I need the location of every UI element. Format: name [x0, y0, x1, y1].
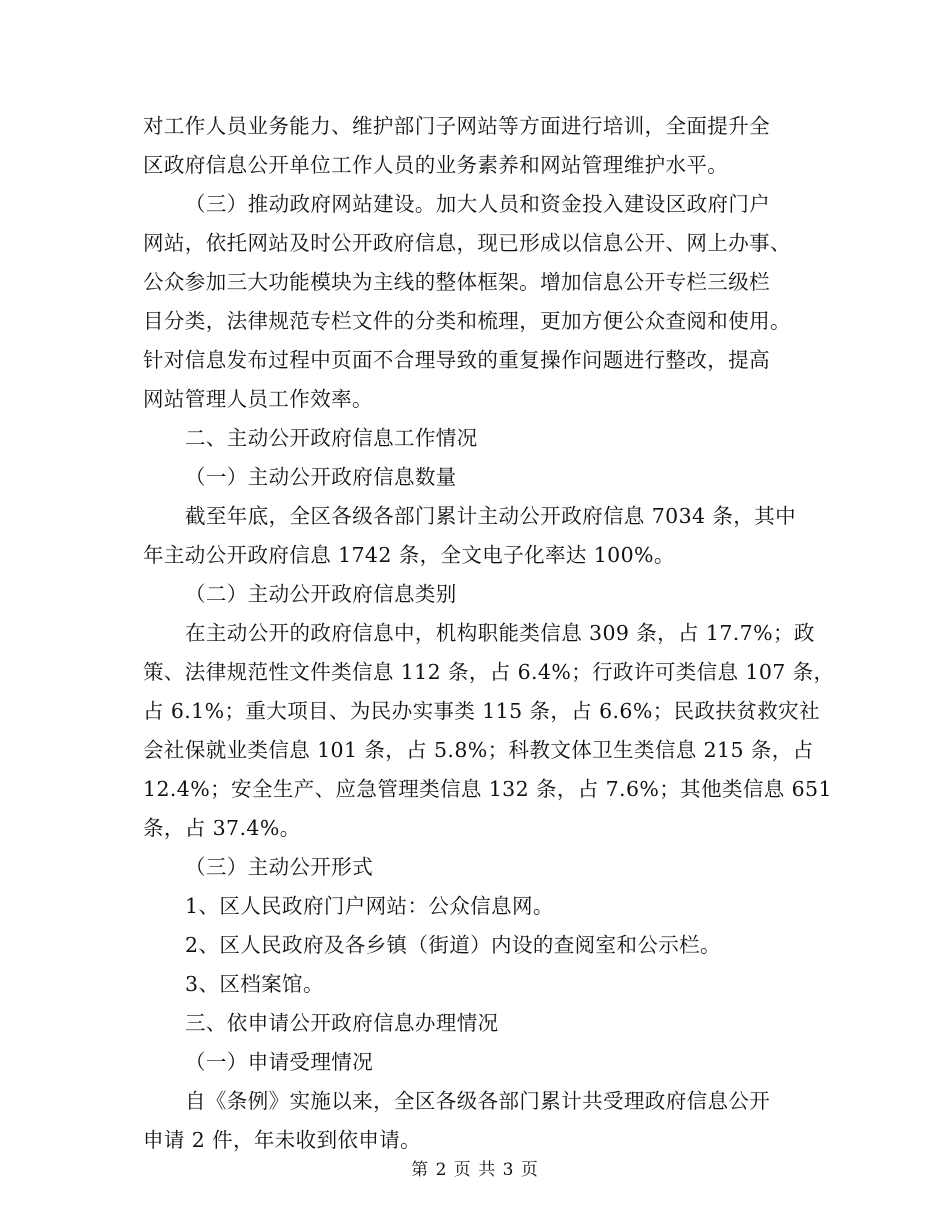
list-item: 2、区人民政府及各乡镇（街道）内设的查阅室和公示栏。	[185, 933, 721, 957]
paragraph-line: 占 6.1%；重大项目、为民办实事类 115 条，占 6.6%；民政扶贫救灾社	[143, 699, 820, 723]
paragraph-line: 区政府信息公开单位工作人员的业务素养和网站管理维护水平。	[143, 153, 729, 177]
paragraph-line: 在主动公开的政府信息中，机构职能类信息 309 条，占 17.7%；政	[185, 621, 815, 645]
subsection-heading: （一）申请受理情况	[185, 1050, 374, 1074]
paragraph-line: 自《条例》实施以来，全区各级各部门累计共受理政府信息公开	[185, 1089, 771, 1113]
paragraph-line: 会社保就业类信息 101 条，占 5.8%；科教文体卫生类信息 215 条，占	[143, 738, 814, 762]
list-item: 1、区人民政府门户网站：公众信息网。	[185, 894, 554, 918]
paragraph-line: 目分类，法律规范专栏文件的分类和梳理，更加方便公众查阅和使用。	[143, 309, 791, 333]
paragraph-line: 对工作人员业务能力、维护部门子网站等方面进行培训，全面提升全	[143, 114, 770, 138]
document-body	[143, 107, 835, 1160]
subsection-heading: （三）主动公开形式	[185, 855, 374, 879]
list-item: 3、区档案馆。	[185, 972, 324, 996]
paragraph-line: 网站管理人员工作效率。	[143, 387, 373, 411]
section-heading: 三、依申请公开政府信息办理情况	[185, 1011, 499, 1035]
paragraph-line: 截至年底，全区各级各部门累计主动公开政府信息 7034 条，其中	[185, 504, 797, 528]
subsection-heading: （一）主动公开政府信息数量	[185, 465, 457, 489]
paragraph-line: 年主动公开政府信息 1742 条，全文电子化率达 100%。	[143, 543, 675, 567]
paragraph-line: 条，占 37.4%。	[143, 816, 301, 840]
paragraph-line: 网站，依托网站及时公开政府信息，现已形成以信息公开、网上办事、	[143, 231, 791, 255]
subsection-heading: （二）主动公开政府信息类别	[185, 582, 457, 606]
paragraph-line: 策、法律规范性文件类信息 112 条，占 6.4%；行政许可类信息 107 条，	[143, 660, 835, 684]
paragraph-line: 申请 2 件，年未收到依申请。	[143, 1128, 422, 1152]
paragraph-line: （三）推动政府网站建设。加大人员和资金投入建设区政府门户	[185, 192, 771, 216]
section-heading: 二、主动公开政府信息工作情况	[185, 426, 478, 450]
page-number-footer: 第 2 页 共 3 页	[411, 1160, 539, 1180]
paragraph-line: 12.4%；安全生产、应急管理类信息 132 条，占 7.6%；其他类信息 651	[143, 777, 832, 801]
paragraph-line: 公众参加三大功能模块为主线的整体框架。增加信息公开专栏三级栏	[143, 270, 770, 294]
paragraph-line: 针对信息发布过程中页面不合理导致的重复操作问题进行整改，提高	[143, 348, 770, 372]
